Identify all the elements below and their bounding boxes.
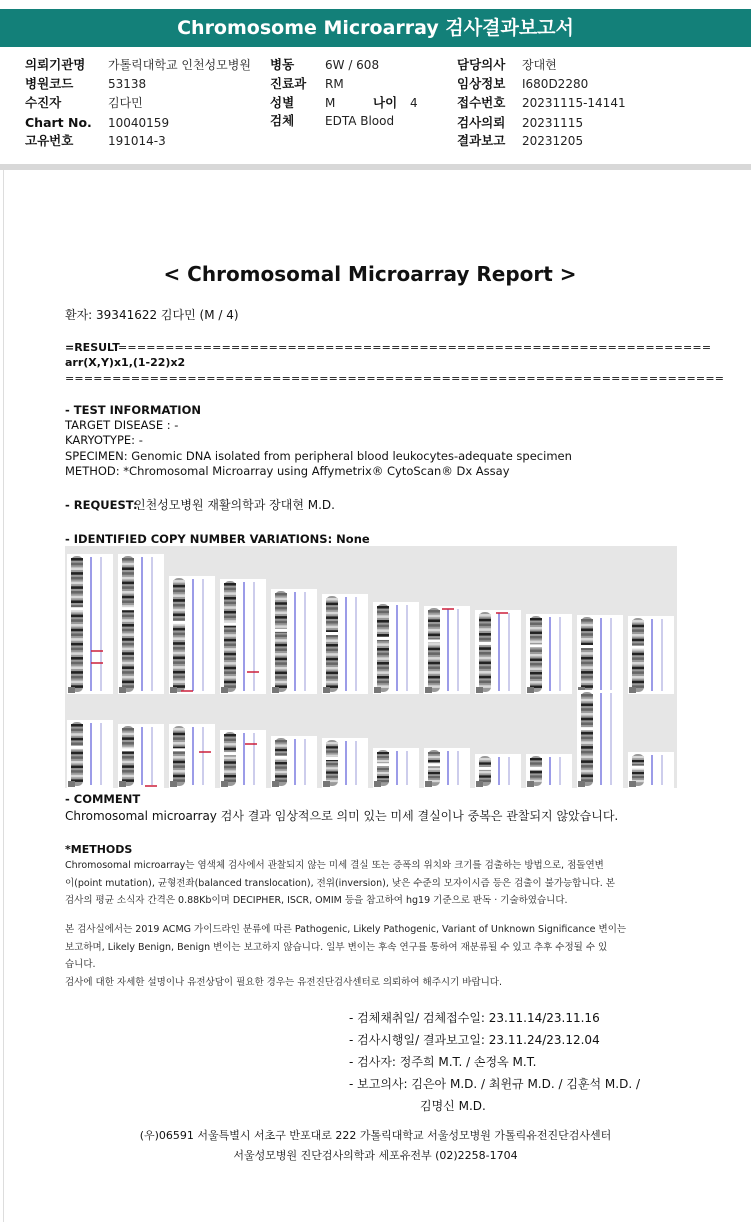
chromosome-2 — [118, 554, 164, 694]
chromosome-14 — [118, 724, 164, 788]
header-label-patient: 수진자 — [25, 95, 62, 110]
method: METHOD: *Chromosomal Microarray using Affymetrix® CytoScan® Dx Assay — [65, 464, 510, 478]
footer-department: 서울성모병원 진단검사의학과 세포유전부 (02)2258-1704 — [233, 1149, 518, 1162]
header-value-institution: 가톨릭대학교 인천성모병원 — [108, 58, 251, 72]
header-label-institution: 의뢰기관명 — [25, 57, 86, 72]
chromosome-5 — [271, 589, 317, 694]
header-label-hospital-code: 병원코드 — [25, 76, 74, 91]
header-value-hospital-code: 53138 — [108, 77, 147, 91]
examiner-line: - 검사자: 정주희 M.T. / 손정옥 M.T. — [349, 1055, 537, 1069]
footer-address: (우)06591 서울특별시 서초구 반포대로 222 가톨릭대학교 서울성모병원 가톨릭유전진단검사센터 — [139, 1129, 612, 1142]
result-value: arr(X,Y)x1,(1-22)x2 — [65, 356, 186, 369]
header-value-doctor: 장대현 — [522, 58, 557, 72]
methods-p2-line3: 습니다. — [65, 959, 96, 970]
header-label-receipt-no: 접수번호 — [457, 95, 506, 110]
chromosome-6 — [322, 594, 368, 694]
result-label: =RESULT — [65, 341, 120, 354]
chromosome-12 — [628, 616, 674, 694]
header-value-department: RM — [325, 77, 344, 91]
methods-p1-line3: 검사의 평균 소식자 간격은 0.88Kb이며 DECIPHER, ISCR, OMIM 등을 참고하여 hg19 기준으로 판독 · 기술하였습니다. — [65, 895, 568, 906]
test-info-heading: - TEST INFORMATION — [65, 403, 201, 417]
header-value-request-date: 20231115 — [522, 116, 584, 130]
header-label-department: 진료과 — [270, 76, 307, 91]
chromosome-9 — [475, 610, 521, 694]
chromosome-21 — [475, 754, 521, 788]
chromosome-4 — [220, 579, 266, 694]
karyotype: KARYOTYPE: - — [65, 433, 143, 447]
report-title: < Chromosomal Microarray Report > — [163, 262, 577, 286]
header-value-sex: M — [325, 96, 336, 110]
header-label-age: 나이 — [373, 95, 398, 110]
report-header — [0, 50, 751, 165]
top-strip — [0, 0, 751, 8]
karyogram-image — [65, 546, 677, 788]
chromosome-3 — [169, 576, 215, 694]
header-label-unique-no: 고유번호 — [25, 133, 74, 148]
chromosome-1 — [67, 554, 113, 694]
result-rule-top: =============================================================== — [118, 341, 712, 354]
chromosome-17 — [271, 736, 317, 788]
header-label-sex: 성별 — [270, 95, 295, 110]
methods-paragraph-2 — [65, 921, 677, 991]
header-label-report-date: 결과보고 — [457, 133, 506, 148]
cnv-heading: - IDENTIFIED COPY NUMBER VARIATIONS: None — [65, 532, 370, 546]
methods-p1-line2: 이(point mutation), 균형전좌(balanced translocation), 전위(inversion), 낮은 수준의 모자이시즘 등은 검출이 불가능합니다. 본 — [65, 877, 615, 889]
header-label-doctor: 담당의사 — [457, 57, 506, 72]
reporter-line: - 보고의사: 김은아 M.D. / 최윈규 M.D. / 김훈석 M.D. / — [349, 1077, 641, 1091]
chromosome-7 — [373, 602, 419, 694]
header-value-chart-no: 10040159 — [108, 116, 170, 130]
request-label: - REQUEST: — [65, 498, 138, 512]
chromosome-X — [577, 690, 623, 788]
chromosome-panel — [65, 546, 677, 788]
comment-heading: - COMMENT — [65, 792, 141, 806]
header-label-chart-no: Chart No. — [25, 115, 92, 130]
chromosome-Y — [628, 752, 674, 788]
chromosome-8 — [424, 606, 470, 694]
header-label-request-date: 검사의뢰 — [457, 115, 506, 130]
header-value-unique-no: 191014-3 — [108, 134, 166, 148]
request-value: 인천성모병원 재활의학과 장대현 M.D. — [134, 498, 335, 512]
methods-p2-line4: 검사에 대한 자세한 설명이나 유전상담이 필요한 경우는 유전진단검사센터로 의뢰하여 해주시기 바랍니다. — [65, 976, 503, 988]
methods-p2-line2: 보고하며, Likely Benign, Benign 변이는 보고하지 않습니다. 일부 변이는 후속 연구를 통하여 재분류될 수 있고 추후 수정될 수 있 — [65, 941, 608, 953]
header-value-receipt-no: 20231115-14141 — [522, 96, 626, 110]
dates-line-1: - 검체채취일/ 검체접수일: 23.11.14/23.11.16 — [349, 1011, 600, 1025]
chromosome-15 — [169, 724, 215, 788]
header-value-specimen: EDTA Blood — [325, 114, 395, 128]
target-disease: TARGET DISEASE : - — [65, 418, 179, 432]
chromosome-10 — [526, 614, 572, 694]
header-value-report-date: 20231205 — [522, 134, 584, 148]
methods-paragraph-1 — [65, 857, 677, 910]
header-value-patient: 김다민 — [108, 96, 143, 110]
result-rule-bottom: ====================================================================== — [65, 372, 725, 385]
chromosome-18 — [322, 738, 368, 788]
methods-p1-line1: Chromosomal microarray는 염색체 검사에서 관찰되지 않는 미세 결실 또는 증폭의 위치와 크기를 검출하는 방법으로, 점돌연변 — [65, 860, 604, 871]
header-label-clinical-info: 임상정보 — [457, 76, 506, 91]
chromosome-20 — [424, 748, 470, 788]
header-value-ward: 6W / 608 — [325, 58, 380, 72]
reporter-line-2: 김명신 M.D. — [420, 1099, 486, 1113]
methods-p2-line1: 본 검사실에서는 2019 ACMG 가이드라인 분류에 따른 Pathogenic, Likely Pathogenic, Variant of Unknown Significance 변이는 — [65, 924, 627, 935]
specimen: SPECIMEN: Genomic DNA isolated from peripheral blood leukocytes-adequate specimen — [65, 449, 572, 463]
header-value-clinical-info: I680D2280 — [522, 77, 589, 91]
comment-text: Chromosomal microarray 검사 결과 임상적으로 의미 있는 미세 결실이나 중복은 관찰되지 않았습니다. — [65, 809, 619, 823]
header-label-ward: 병동 — [270, 57, 295, 72]
dates-line-2: - 검사시행일/ 결과보고일: 23.11.24/23.12.04 — [349, 1033, 600, 1047]
header-value-age: 4 — [410, 96, 418, 110]
chromosome-22 — [526, 754, 572, 788]
chromosome-11 — [577, 615, 623, 694]
chromosome-13 — [67, 720, 113, 788]
report-banner-title: Chromosome Microarray 검사결과보고서 — [0, 9, 751, 47]
chromosome-16 — [220, 730, 266, 788]
chromosome-19 — [373, 748, 419, 788]
patient-line: 환자: 39341622 김다민 (M / 4) — [65, 308, 239, 322]
header-label-specimen: 검체 — [270, 113, 295, 128]
methods-heading: *METHODS — [65, 843, 133, 856]
